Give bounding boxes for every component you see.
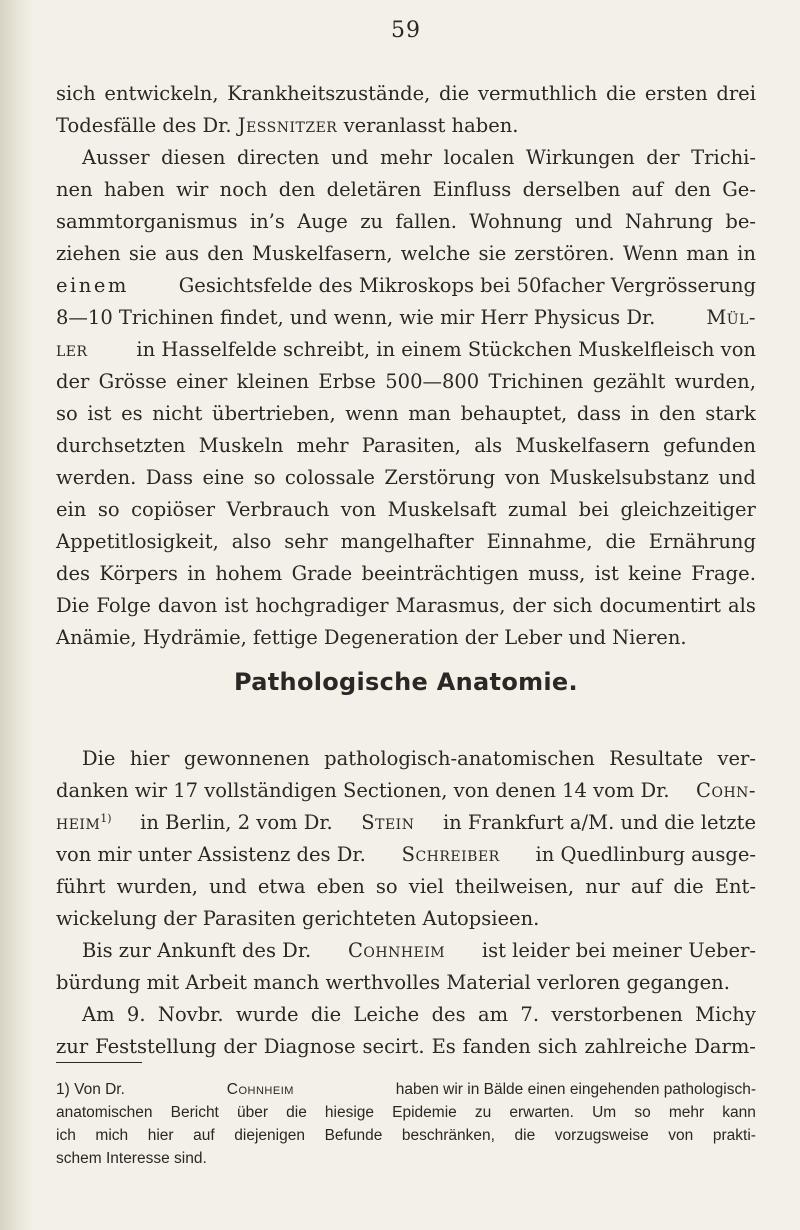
paragraph: [56, 935, 756, 999]
word: Novbr.: [157, 1003, 224, 1026]
text-line: wickelung der Parasiten gerichteten Autopsieen.: [56, 907, 540, 930]
word: ziehen: [56, 242, 121, 265]
word: wurden,: [674, 370, 756, 393]
author-name: ler: [56, 338, 88, 361]
text-line: [56, 999, 756, 1031]
word: Verbrauch: [226, 498, 330, 521]
word: behauptet,: [460, 402, 568, 425]
text-line: [56, 526, 756, 558]
paragraph: [56, 999, 756, 1063]
word: Einfluss: [432, 178, 512, 201]
word: erwarten.: [509, 1104, 574, 1121]
word: be-: [725, 210, 756, 233]
footnote: [56, 1078, 756, 1170]
word: eben: [316, 875, 365, 898]
word: auf: [631, 178, 663, 201]
text-fragment: in Hasselfelde schreibt, in einem Stückchen Muskelfleisch von: [136, 338, 756, 361]
word: pathologisch-anatomischen: [324, 747, 595, 770]
text-line: [56, 302, 756, 334]
word: von: [504, 466, 541, 489]
word: etwa: [257, 875, 306, 898]
word: Um: [592, 1104, 617, 1121]
word: Muskelsubstanz: [549, 466, 709, 489]
author-name: Schreiber: [401, 843, 500, 866]
word: verstorbenen: [551, 1003, 683, 1026]
word: Einnahme,: [486, 530, 593, 553]
book-spine-shadow: [0, 0, 34, 1230]
word: der: [223, 1035, 257, 1058]
word: also: [231, 530, 272, 553]
word: keine: [628, 562, 682, 585]
word: des: [56, 562, 91, 585]
word: Leiche: [353, 1003, 420, 1026]
word: Feststellung: [95, 1035, 217, 1058]
text-fragment: in Quedlinburg ausge-: [535, 843, 756, 866]
word: noch: [219, 178, 268, 201]
word: Folge: [96, 594, 151, 617]
word: der: [646, 146, 680, 169]
text-line: [56, 238, 756, 270]
word: theilweisen,: [454, 875, 575, 898]
word: mehr: [380, 146, 432, 169]
main-text: [56, 78, 756, 654]
word: entwickeln,: [104, 82, 219, 105]
word: Muskeln: [198, 434, 284, 457]
word: und: [718, 466, 756, 489]
word: in’s: [249, 210, 285, 233]
word: der: [512, 594, 546, 617]
word: sammtorganismus: [56, 210, 238, 233]
text-fragment: in Berlin, 2 vom Dr.: [140, 811, 333, 834]
word: der: [56, 370, 90, 393]
text-fragment: in Frankfurt a/M. und die letzte: [442, 811, 756, 834]
word: anatomischen: [56, 1104, 153, 1121]
text-fragment: Gesichtsfelde des Mikroskops bei 50facher Vergrösserung: [178, 274, 756, 297]
word: vorzugsweise: [554, 1127, 649, 1144]
word: stark: [705, 402, 756, 425]
word: und: [209, 875, 247, 898]
word: Trichi-: [691, 146, 756, 169]
text-line: [56, 807, 756, 839]
word: kann: [722, 1104, 756, 1121]
word: ein: [56, 498, 87, 521]
text-line: [56, 174, 756, 206]
text-line: [56, 1031, 756, 1063]
word: als: [728, 594, 756, 617]
word: den: [278, 178, 316, 201]
paragraph: [56, 142, 756, 654]
author-name: heim: [56, 811, 101, 834]
footnote-line: [56, 1078, 756, 1101]
word: Ge-: [722, 178, 756, 201]
word: wurde: [235, 1003, 299, 1026]
word: Befunde: [324, 1127, 383, 1144]
word: davon: [157, 594, 218, 617]
word: den: [207, 242, 244, 265]
word: sie: [128, 242, 157, 265]
section-heading: Pathologische Anatomie.: [234, 668, 578, 696]
word: Zerstörung: [384, 466, 496, 489]
word: zu: [474, 1104, 492, 1121]
word: ist: [594, 562, 619, 585]
word: gefunden: [663, 434, 756, 457]
text-line: [56, 462, 756, 494]
word: fanden: [462, 1035, 531, 1058]
word: hier: [147, 1127, 174, 1144]
word: von: [340, 498, 377, 521]
word: die: [605, 82, 637, 105]
word: diesen: [161, 146, 226, 169]
word: wenn: [345, 402, 399, 425]
word: Bericht: [170, 1104, 219, 1121]
word: fallen.: [395, 210, 458, 233]
word: haben: [103, 178, 165, 201]
word: secirt.: [362, 1035, 425, 1058]
word: Die: [82, 747, 116, 770]
word: so: [375, 875, 398, 898]
word: zerstören.: [514, 242, 615, 265]
text-line: [56, 871, 756, 903]
word: viel: [408, 875, 444, 898]
word: werden.: [56, 466, 137, 489]
word: zahlreiche: [584, 1035, 688, 1058]
word: in: [630, 402, 650, 425]
word: gleichzeitiger: [620, 498, 756, 521]
emphasized-word: einem: [56, 274, 129, 297]
word: so: [56, 402, 78, 425]
text-line: [56, 590, 756, 622]
word: als: [474, 434, 503, 457]
word: man: [408, 402, 451, 425]
text-fragment: Bis zur Ankunft des Dr.: [82, 939, 312, 962]
text-fragment: danken wir 17 vollständigen Sectionen, von denen 14 vom Dr.: [56, 779, 670, 802]
word: Wirkungen: [525, 146, 635, 169]
page-number: 59: [391, 18, 421, 43]
footnote-line: [56, 1124, 756, 1147]
word: Resultate: [609, 747, 704, 770]
word: ich: [56, 1127, 76, 1144]
word: einer: [176, 370, 228, 393]
word: den: [659, 402, 696, 425]
word: Nahrung: [624, 210, 714, 233]
word: colossale: [284, 466, 375, 489]
word: man: [686, 242, 729, 265]
word: am: [477, 1003, 509, 1026]
word: beeinträchtigen: [361, 562, 519, 585]
word: mehr: [668, 1104, 705, 1121]
word: Ent-: [714, 875, 756, 898]
text-line: [56, 142, 756, 174]
word: Erbse: [318, 370, 376, 393]
text-line: [56, 110, 756, 142]
word: documentirt: [599, 594, 722, 617]
author-name: Cohnheim: [226, 1081, 294, 1098]
word: beschränken,: [401, 1127, 495, 1144]
word: mehr: [296, 434, 349, 457]
word: Muskelfasern,: [252, 242, 393, 265]
footnote-marker: 1): [100, 812, 112, 825]
paragraph: [56, 743, 756, 935]
word: Epidemie: [392, 1104, 457, 1121]
footnote-line: [56, 1101, 756, 1124]
word: gewonnenen: [183, 747, 310, 770]
word: drei: [716, 82, 756, 105]
word: Parasiten,: [361, 434, 461, 457]
word: Grade: [291, 562, 353, 585]
word: bei: [578, 498, 609, 521]
author-name: Stein: [361, 811, 415, 834]
text-line: [56, 398, 756, 430]
word: ist: [224, 594, 249, 617]
word: führt: [56, 875, 106, 898]
word: Appetitlosigkeit,: [56, 530, 219, 553]
text-fragment: 1) Von Dr.: [56, 1081, 125, 1098]
word: wir: [176, 178, 209, 201]
text-fragment: ist leider bei meiner Ueber-: [481, 939, 756, 962]
text-line: bürdung mit Arbeit manch werthvolles Material verloren gegangen.: [56, 971, 730, 994]
text-line: [56, 775, 756, 807]
word: auf: [193, 1127, 215, 1144]
word: 7.: [520, 1003, 540, 1026]
word: localen: [443, 146, 515, 169]
word: sich: [537, 1035, 578, 1058]
word: nen: [56, 178, 93, 201]
word: den: [674, 178, 711, 201]
word: Darm-: [694, 1035, 756, 1058]
word: hohem: [215, 562, 283, 585]
text-line: [56, 78, 756, 110]
word: Auge: [297, 210, 348, 233]
text-line: [56, 270, 756, 302]
word: zumal: [507, 498, 568, 521]
word: Dass: [145, 466, 194, 489]
word: in: [187, 562, 206, 585]
word: in: [737, 242, 756, 265]
book-page: [56, 0, 756, 1230]
word: Ausser: [82, 146, 150, 169]
word: Michy: [695, 1003, 756, 1026]
word: prakti-: [712, 1127, 756, 1144]
word: Trichinen: [488, 370, 584, 393]
word: sie: [478, 242, 507, 265]
word: 9.: [126, 1003, 146, 1026]
word: sich: [552, 594, 593, 617]
word: durchsetzten: [56, 434, 186, 457]
word: hiesige: [324, 1104, 375, 1121]
word: eine: [202, 466, 245, 489]
word: ersten: [644, 82, 708, 105]
word: die: [514, 1127, 536, 1144]
word: hier: [129, 747, 170, 770]
word: die: [439, 82, 470, 105]
word: mich: [95, 1127, 129, 1144]
word: wurden,: [116, 875, 198, 898]
word: so: [634, 1104, 651, 1121]
word: aus: [164, 242, 200, 265]
word: Marasmus,: [395, 594, 506, 617]
author-name: Cohnheim: [347, 939, 446, 962]
word: ver-: [717, 747, 756, 770]
word: mangelhafter: [340, 530, 474, 553]
author-name: Cohn-: [696, 779, 756, 802]
word: so: [253, 466, 276, 489]
word: übertrieben,: [212, 402, 336, 425]
word: dass: [576, 402, 621, 425]
word: und: [330, 146, 369, 169]
footnote-line: schem Interesse sind.: [56, 1150, 207, 1167]
paragraph: [56, 78, 756, 142]
word: directen: [236, 146, 320, 169]
word: Die: [56, 594, 90, 617]
word: Wenn: [622, 242, 679, 265]
word: Körpers: [99, 562, 178, 585]
text-line: [56, 558, 756, 590]
word: vermuthlich: [477, 82, 598, 105]
word: zu: [360, 210, 384, 233]
footnote-divider: [56, 1062, 142, 1063]
word: diejenigen: [234, 1127, 305, 1144]
text-fragment: Todesfälle des Dr.: [56, 114, 232, 137]
text-line: [56, 334, 756, 366]
section-text: [56, 743, 756, 1063]
text-fragment: veranlasst haben.: [343, 114, 519, 137]
word: copiöser: [131, 498, 216, 521]
word: Krankheitszustände,: [227, 82, 431, 105]
word: 500—800: [385, 370, 480, 393]
text-fragment: 8—10 Trichinen findet, und wenn, wie mir Herr Physicus Dr.: [56, 306, 656, 329]
word: von: [668, 1127, 694, 1144]
word: es: [121, 402, 143, 425]
word: derselben: [522, 178, 621, 201]
word: nicht: [152, 402, 203, 425]
word: Ernährung: [648, 530, 756, 553]
text-line: [56, 430, 756, 462]
word: des: [431, 1003, 466, 1026]
text-line: [56, 935, 756, 967]
word: über: [236, 1104, 269, 1121]
word: nur: [585, 875, 620, 898]
word: und: [574, 210, 613, 233]
word: die: [605, 530, 636, 553]
word: Es: [431, 1035, 456, 1058]
word: Diagnose: [263, 1035, 356, 1058]
word: die: [310, 1003, 342, 1026]
text-line: [56, 839, 756, 871]
text-line: Anämie, Hydrämie, fettige Degeneration der Leber und Nieren.: [56, 626, 687, 649]
word: die: [286, 1104, 307, 1121]
word: Grösse: [98, 370, 167, 393]
word: kleinen: [236, 370, 310, 393]
text-fragment: von mir unter Assistenz des Dr.: [56, 843, 366, 866]
word: die: [673, 875, 704, 898]
word: deletären: [326, 178, 422, 201]
word: hochgradiger: [255, 594, 389, 617]
word: sich: [56, 82, 96, 105]
author-name: Jessnitzer: [237, 114, 338, 137]
word: auf: [630, 875, 663, 898]
word: so: [97, 498, 120, 521]
word: Frage.: [691, 562, 756, 585]
word: Muskelfasern: [515, 434, 650, 457]
author-name: Mül-: [706, 306, 756, 329]
text-line: [56, 206, 756, 238]
word: welche: [400, 242, 471, 265]
text-fragment: haben wir in Bälde einen eingehenden pathologisch-: [395, 1081, 756, 1098]
word: Am: [82, 1003, 115, 1026]
text-line: [56, 366, 756, 398]
word: zur: [56, 1035, 89, 1058]
word: sehr: [284, 530, 328, 553]
word: Wohnung: [469, 210, 563, 233]
text-line: [56, 743, 756, 775]
word: gezählt: [592, 370, 666, 393]
text-line: [56, 494, 756, 526]
word: muss,: [528, 562, 586, 585]
word: ist: [87, 402, 112, 425]
word: Muskelsaft: [387, 498, 497, 521]
